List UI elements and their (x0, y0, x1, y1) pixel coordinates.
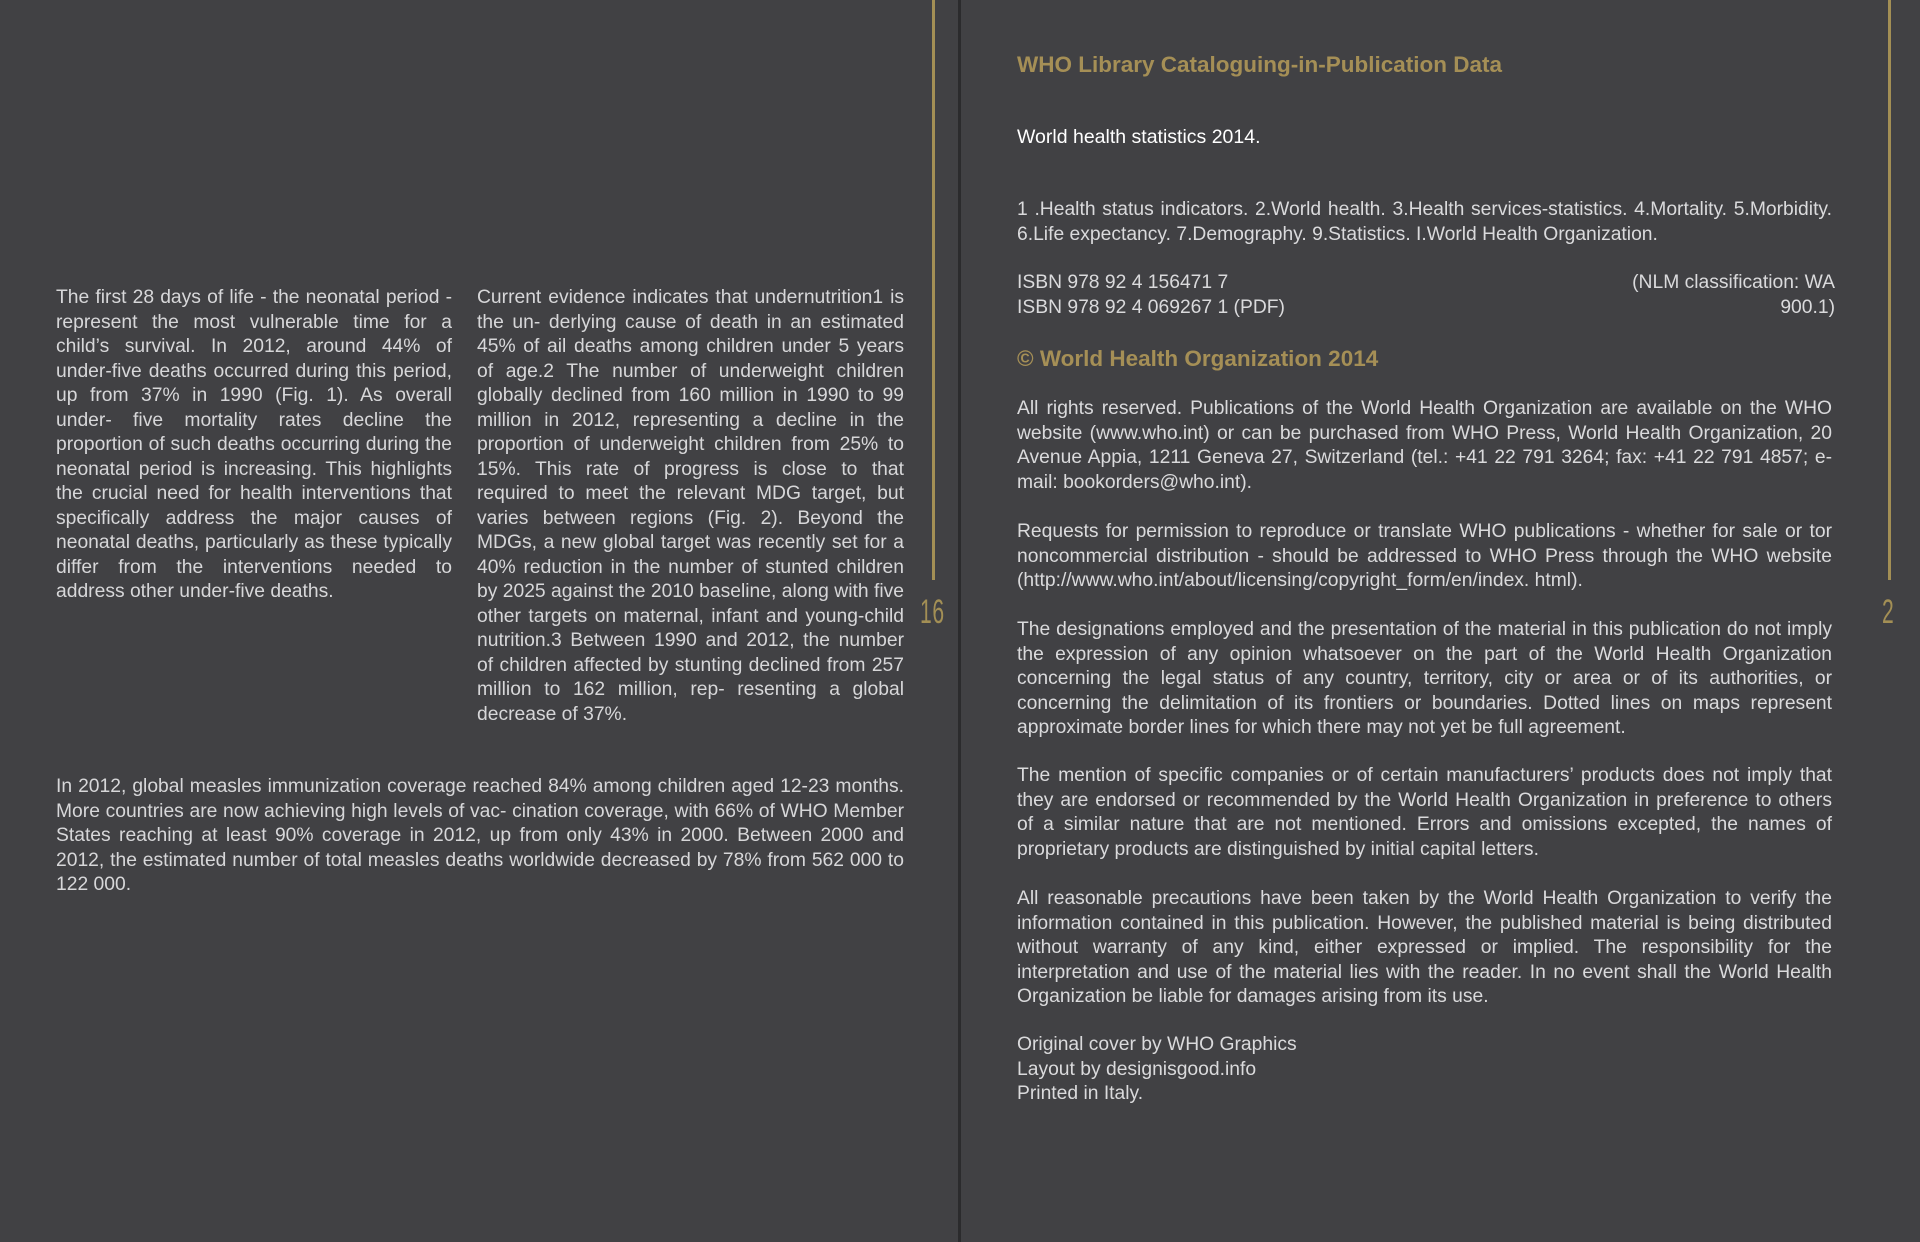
spine-gutter (958, 0, 961, 1242)
right-page-number: 2 (1882, 593, 1895, 631)
measles-paragraph: In 2012, global measles immunization coverage reached 84% among children aged 12-23 months. More countries are now achieving high levels of vac- cination coverage, with 66% of WHO Member States reaching at least 90% coverage in 2012, up from only 43% in 2000. Between 2000 and 2012, the estimated number of total measles deaths worldwide decreased by 78% from 562 000 to 122 000. (56, 776, 904, 895)
rights-paragraph: All rights reserved. Publications of the World Health Organization are available on the WHO website (www.who.int) or can be purchased from WHO Press, World Health Organization, 20 Avenue Appia, 1211 Geneva 27, Switzerland (tel.: +41 22 791 3264; fax: +41 22 791 4857; e-mail: bookorders@who.int). (1017, 398, 1832, 493)
subject-headings: 1 .Health status indicators. 2.World health. 3.Health services-statistics. 4.Mortality. 5.Morbidity. 6.Life expectancy. 7.Demography. 9.Statistics. I.World Health Organization. (1017, 199, 1832, 245)
isbn-print: ISBN 978 92 4 156471 7 (1017, 272, 1229, 293)
left-page-rule-top (932, 0, 935, 580)
precautions-paragraph: All reasonable precautions have been taken by the World Health Organization to verify the information contained in this publication. However, the published material is being distributed without warranty of any kind, either expressed or implied. The responsibility for the interpretation and use of the material lies with the reader. In no event shall the World Health Organization be liable for damages arising from its use. (1017, 888, 1832, 1007)
publication-title: World health statistics 2014. (1017, 126, 1261, 148)
permission-paragraph: Requests for permission to reproduce or translate WHO publications - whether for sale or tor noncommercial distribution - should be addressed to WHO Press through the WHO website (http://www.who.int/about/licensing/copyright_form/en/index. html). (1017, 521, 1832, 591)
left-page-number: 16 (920, 593, 945, 631)
credits-block (1017, 1033, 1832, 1107)
neonatal-column-text: The first 28 days of life - the neonatal period - represent the most vulnerable time for a child’s survival. In 2012, around 44% of under-five deaths occurred during this period, up from 37% in 1990 (Fig. 1). As overall under- five mortality rates decline the proportion of such deaths occurring during the neonatal period is increasing. This highlights the crucial need for health interventions that specifically address the major causes of neonatal deaths, particularly as these typically differ from the interventions needed to address other under-five deaths. (56, 287, 452, 602)
right-page-rule-top (1888, 0, 1891, 580)
copyright-heading: © World Health Organization 2014 (1017, 346, 1379, 371)
credit-layout: Layout by designisgood.info (1017, 1058, 1257, 1080)
isbn-pdf: ISBN 978 92 4 069267 1 (PDF) (1017, 297, 1285, 318)
companies-paragraph: The mention of specific companies or of certain manufacturers’ products does not imply that they are endorsed or recommended by the World Health Organization in preference to others of a similar nature that are not mentioned. Errors and omissions excepted, the names of proprietary products are distinguished by initial capital letters. (1017, 765, 1832, 860)
credit-printed: Printed in Italy. (1017, 1083, 1144, 1104)
right-page (962, 0, 1920, 1242)
left-page (0, 0, 958, 1242)
cataloguing-heading: WHO Library Cataloguing-in-Publication Data (1017, 52, 1503, 77)
nlm-classification: (NLM classification: WA 900.1) (1632, 272, 1835, 318)
designations-paragraph: The designations employed and the presentation of the material in this publication do not imply the expression of any opinion whatsoever on the part of the World Health Organization concerning the legal status of any country, territory, city or area or of its authorities, or concerning the delimitation of its frontiers or boundaries. Dotted lines on maps represent approximate border lines for which there may not yet be full agreement. (1017, 619, 1832, 738)
credit-cover: Original cover by WHO Graphics (1017, 1034, 1297, 1055)
nutrition-column-text: Current evidence indicates that undernutrition1 is the un- derlying cause of death in an estimated 45% of ail deaths among children under 5 years of age.2 The number of underweight children globally declined from 160 million in 1990 to 99 million in 2012, representing a decline in the proportion of underweight children from 25% to 15%. This rate of progress is close to that required to meet the relevant MDG target, but varies between regions (Fig. 2). Beyond the MDGs, a new global target was recently set for a 40% reduction in the number of stunted children by 2025 against the 2010 baseline, along with five other targets on maternal, infant and young-child nutrition.3 Between 1990 and 2012, the number of children affected by stunting declined from 257 million to 162 million, rep- resenting a global decrease of 37%. (477, 287, 904, 725)
